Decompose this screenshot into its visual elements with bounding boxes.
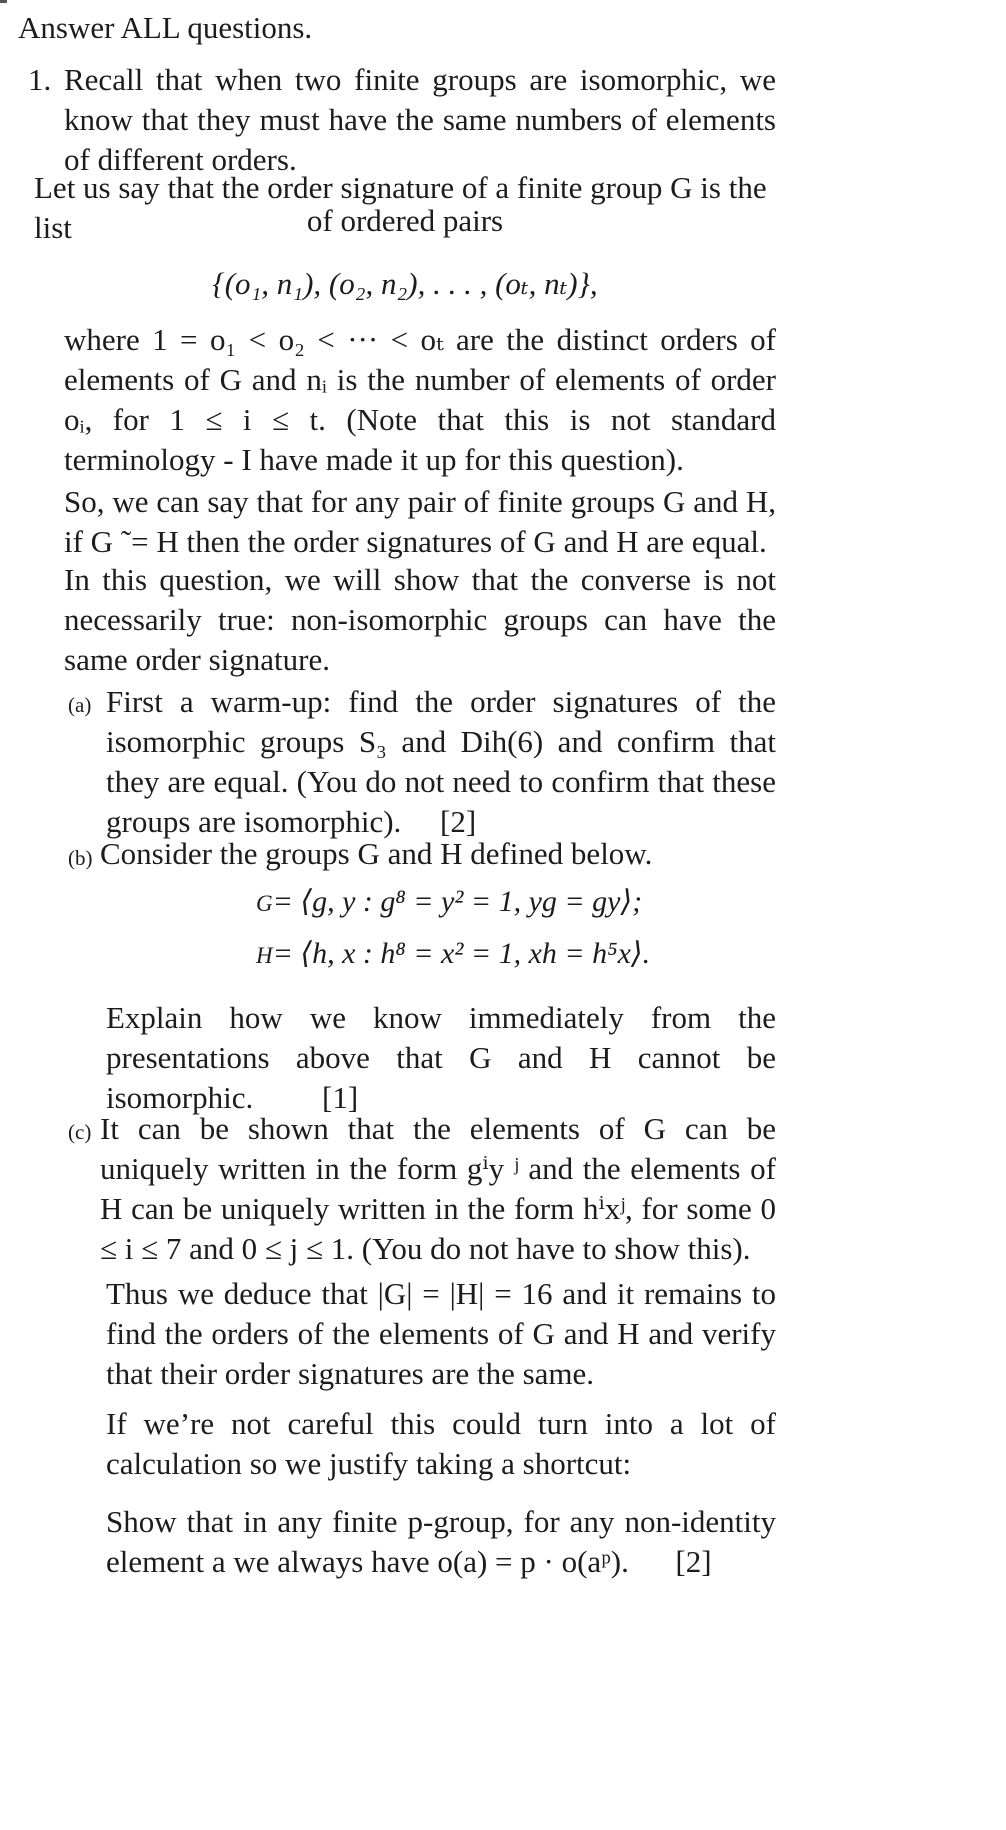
exam-instruction: Answer ALL questions. bbox=[18, 10, 313, 45]
part-c-text-3: If we’re not careful this could turn into a lot of calculation so we justify taking a shortcut: bbox=[106, 1406, 776, 1481]
presentation-H bbox=[256, 934, 650, 976]
where-paragraph: where 1 = o₁ < o₂ < ··· < oₜ are the distinct orders of elements of G and nᵢ is the number of elements of order oᵢ, for 1 ≤ i ≤ t. (Note that this is not standard terminology - I have made it up for this question). bbox=[64, 322, 776, 477]
part-c-text-4 bbox=[106, 1502, 776, 1582]
presentation-G-relations: = ⟨g, y : g⁸ = y² = 1, yg = gy⟩; bbox=[272, 885, 643, 918]
part-c-text-1: It can be shown that the elements of G can be uniquely written in the form gⁱy ʲ and the elements of H can be uniquely written in the form hⁱxʲ, for some 0 ≤ i ≤ 7 and 0 ≤ j ≤ 1. (You do not have to show this). bbox=[100, 1111, 776, 1266]
part-b-explain-body: Explain how we know immediately from the presentations above that G and H cannot be isomorphic. bbox=[106, 1000, 776, 1115]
presentation-H-relations: = ⟨h, x : h⁸ = x² = 1, xh = h⁵x⟩. bbox=[272, 937, 651, 970]
part-b-explain bbox=[106, 998, 776, 1118]
page-edge-mark bbox=[0, 0, 7, 3]
definition-line-2: of ordered pairs bbox=[306, 203, 504, 238]
signature-formula: {(o₁, n₁), (o₂, n₂), . . . , (oₜ, nₜ)}, bbox=[212, 266, 598, 301]
converse-paragraph: In this question, we will show that the converse is not necessarily true: non-isomorphic groups can have the same order signature. bbox=[64, 562, 776, 677]
part-b-intro: Consider the groups G and H defined below. bbox=[100, 836, 653, 871]
presentation-G bbox=[256, 882, 642, 924]
part-c-body-4: Show that in any finite p-group, for any non-identity element a we always have o(a) = p · o(aᵖ). bbox=[106, 1504, 776, 1579]
presentation-H-label: H bbox=[256, 943, 273, 968]
part-c-text-2: Thus we deduce that |G| = |H| = 16 and it remains to find the orders of the elements of G and H and verify that their order signatures are the same. bbox=[106, 1276, 776, 1391]
so-paragraph: So, we can say that for any pair of finite groups G and H, if G ˜= H then the order signatures of G and H are equal. bbox=[64, 484, 776, 559]
part-a-label: (a) bbox=[68, 693, 92, 717]
part-a-text bbox=[106, 682, 776, 842]
question-number: 1. bbox=[28, 62, 52, 97]
part-c-label: (c) bbox=[68, 1120, 92, 1144]
part-c-marks: [2] bbox=[675, 1544, 712, 1579]
part-b-marks: [1] bbox=[322, 1080, 359, 1115]
presentation-G-label: G bbox=[256, 891, 273, 916]
part-b-label: (b) bbox=[68, 846, 93, 870]
part-a-body: First a warm-up: find the order signatures of the isomorphic groups S₃ and Dih(6) and confirm that they are equal. (You do not need to confirm that these groups are isomorphic). bbox=[106, 684, 776, 839]
part-a-marks: [2] bbox=[440, 804, 477, 839]
definition-line-1: Let us say that the order signature of a finite group G is the list bbox=[34, 170, 767, 245]
question-intro: Recall that when two finite groups are isomorphic, we know that they must have the same numbers of elements of different orders. bbox=[64, 62, 776, 177]
